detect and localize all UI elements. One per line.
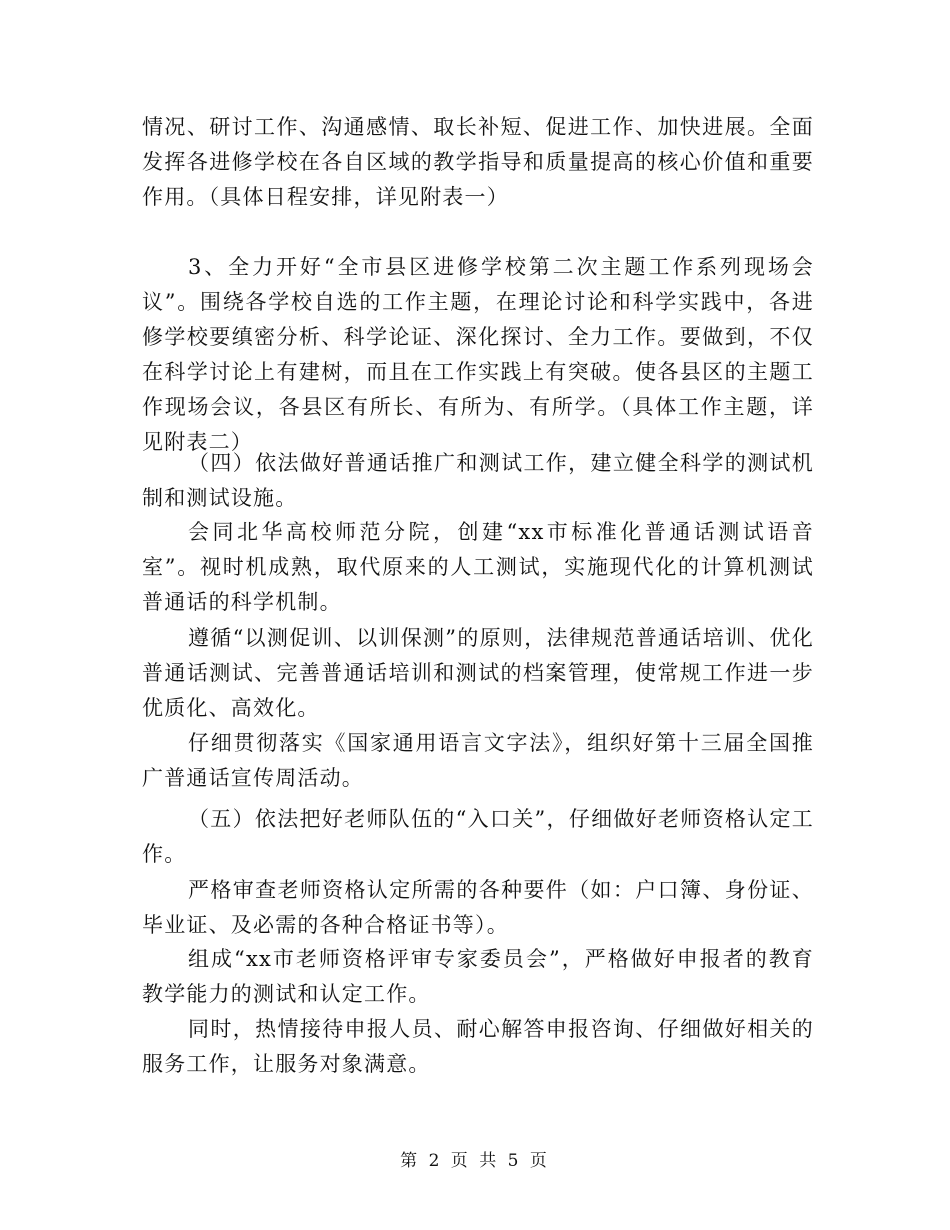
paragraph-6: 仔细贯彻落实《国家通用语言文字法》，组织好第十三届全国推广普通话宣传周活动。 <box>142 731 814 790</box>
paragraph-5: 遵循“以测促训、以训保测”的原则，法律规范普通话培训、优化普通话测试、完善普通话培训和测试的档案管理，使常规工作进一步优质化、高效化。 <box>142 626 814 720</box>
paragraph-1: 情况、研讨工作、沟通感情、取长补短、促进工作、加快进展。全面发挥各进修学校在各自区域的教学指导和质量提高的核心价值和重要作用。（具体日程安排，详见附表一） <box>142 115 814 209</box>
paragraph-9: 组成“xx市老师资格评审专家委员会”，严格做好申报者的教育教学能力的测试和认定工作。 <box>142 947 814 1006</box>
paragraph-8: 严格审查老师资格认定所需的各种要件（如：户口簿、身份证、毕业证、及必需的各种合格证书等）。 <box>142 878 814 937</box>
paragraph-10: 同时，热情接待申报人员、耐心解答申报咨询、仔细做好相关的服务工作，让服务对象满意。 <box>142 1017 814 1076</box>
paragraph-7: （五）依法把好老师队伍的“入口关”，仔细做好老师资格认定工作。 <box>142 807 814 866</box>
paragraph-3: （四）依法做好普通话推广和测试工作，建立健全科学的测试机制和测试设施。 <box>142 451 814 510</box>
page-number-footer: 第 2 页 共 5 页 <box>400 1151 550 1171</box>
paragraph-2: 3、全力开好“全市县区进修学校第二次主题工作系列现场会议”。围绕各学校自选的工作主题，在理论讨论和科学实践中，各进修学校要缜密分析、科学论证、深化探讨、全力工作。要做到，不仅在科学讨论上有建树，而且在工作实践上有突破。使各县区的主题工作现场会议，各县区有所长、有所为、有所学。（具体工作主题，详见附表二） <box>142 255 814 454</box>
paragraph-4: 会同北华高校师范分院，创建“xx市标准化普通话测试语音室”。视时机成熟，取代原来的人工测试，实施现代化的计算机测试普通话的科学机制。 <box>142 520 814 614</box>
